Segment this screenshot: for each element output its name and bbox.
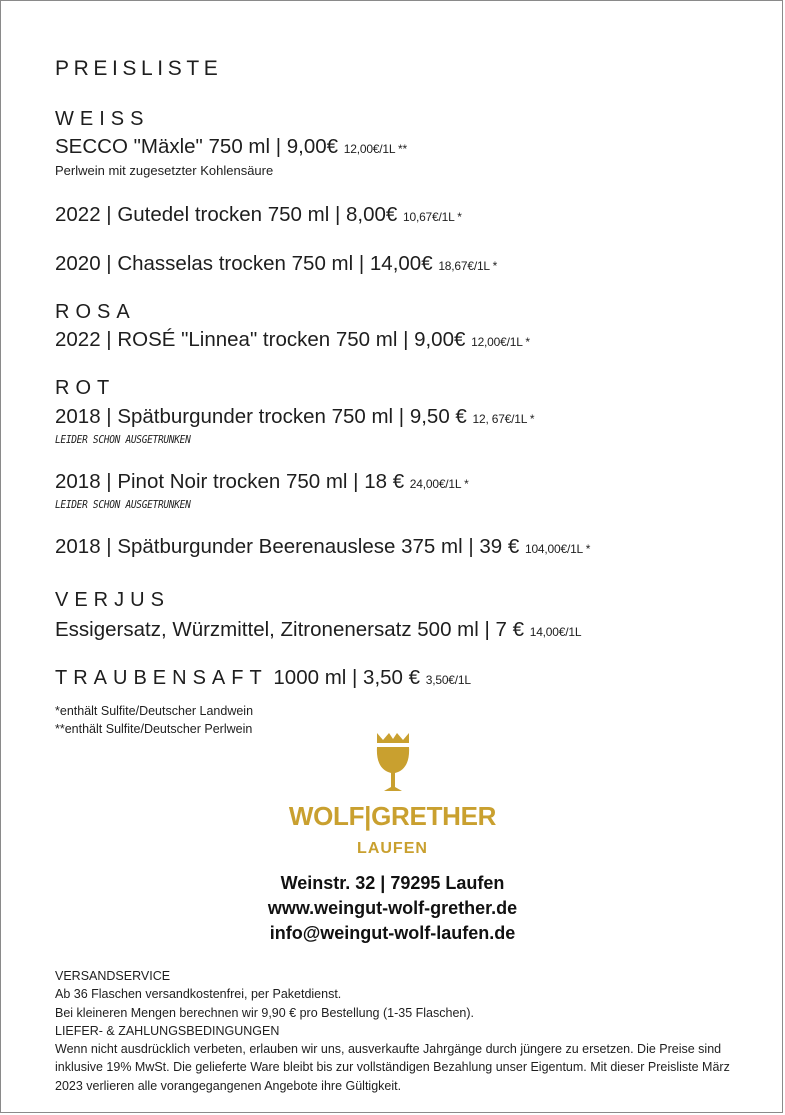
entry-main: SECCO "Mäxle" 750 ml | 9,00€ — [55, 135, 339, 158]
price-entry — [55, 134, 407, 162]
terms-line: Bei kleineren Mengen berechnen wir 9,90 € pro Bestellung (1-35 Flaschen). — [55, 1005, 474, 1020]
entry-main: 2022 | ROSÉ "Linnea" trocken 750 ml | 9,00€ — [55, 328, 466, 351]
entry-unit-price: 18,67€/1L * — [438, 259, 498, 273]
website-link[interactable]: www.weingut-wolf-grether.de — [267, 898, 518, 918]
entry-unit-price: 3,50€/1L — [425, 673, 471, 687]
entry-unit-price: 12,00€/1L * — [471, 335, 530, 349]
email-link[interactable]: info@weingut-wolf-laufen.de — [269, 923, 516, 943]
wine-glass-crown-logo-icon — [1, 731, 784, 802]
entry-unit-price: 14,00€/1L — [529, 625, 582, 639]
footnote: *enthält Sulfite/Deutscher Landwein — [55, 704, 254, 718]
page-title: PREISLISTE — [55, 57, 223, 80]
entry-main: 2018 | Spätburgunder Beerenauslese 375 ml | 39 € — [55, 535, 520, 558]
price-entry — [55, 617, 581, 645]
price-entry — [55, 327, 530, 355]
section-heading-rosa: ROSA — [55, 301, 136, 323]
terms-block — [55, 967, 745, 1095]
entry-unit-price: 24,00€/1L * — [409, 477, 469, 491]
price-entry-traubensaft — [55, 665, 471, 693]
sold-out-note: LEIDER SCHON AUSGETRUNKEN — [55, 499, 191, 512]
entry-main: 2020 | Chasselas trocken 750 ml | 14,00€ — [55, 252, 433, 275]
entry-unit-price: 104,00€/1L * — [524, 542, 591, 556]
section-heading-weiss: WEISS — [55, 108, 150, 130]
brand-place: LAUFEN — [357, 840, 428, 857]
price-entry — [55, 534, 590, 562]
section-heading-verjus: VERJUS — [55, 589, 170, 611]
price-entry — [55, 251, 497, 279]
entry-main: 2018 | Pinot Noir trocken 750 ml | 18 € — [55, 470, 405, 493]
entry-main: 2018 | Spätburgunder trocken 750 ml | 9,50 € — [55, 405, 467, 428]
terms-line: Ab 36 Flaschen versandkostenfrei, per Paketdienst. — [55, 987, 342, 1002]
entry-main: 2022 | Gutedel trocken 750 ml | 8,00€ — [55, 203, 398, 226]
entry-unit-price: 10,67€/1L * — [403, 210, 462, 224]
entry-main: Essigersatz, Würzmittel, Zitronenersatz 500 ml | 7 € — [55, 618, 525, 641]
price-entry — [55, 202, 462, 230]
terms-heading-delivery: LIEFER- & ZAHLUNGSBEDINGUNGEN — [55, 1023, 280, 1038]
entry-main: 1000 ml | 3,50 € — [273, 666, 421, 689]
terms-paragraph: Wenn nicht ausdrücklich verbeten, erlauben wir uns, ausverkaufte Jahrgänge durch jüngere zu ersetzen. Die Preise sind inklusive 19% MwSt. Die gelieferte Ware bleibt bis zur vollständigen Bezahlung unser Eigentum. Mit dieser Preisliste März 2023 verlieren alle vorangegangenen Angebote ihre Gültigkeit. — [55, 1042, 730, 1093]
entry-note: Perlwein mit zugesetzter Kohlensäure — [55, 163, 274, 178]
entry-unit-price: 12, 67€/1L * — [472, 412, 535, 426]
terms-heading-shipping: VERSANDSERVICE — [55, 969, 171, 983]
entry-unit-price: 12,00€/1L ** — [343, 142, 407, 156]
sold-out-note: LEIDER SCHON AUSGETRUNKEN — [55, 434, 191, 447]
section-heading-traubensaft: TRAUBENSAFT — [55, 667, 268, 689]
address: Weinstr. 32 | 79295 Laufen — [280, 873, 505, 893]
section-heading-rot: ROT — [55, 377, 116, 399]
brand-name: WOLF|GRETHER — [288, 801, 497, 831]
price-entry — [55, 404, 534, 432]
price-entry — [55, 469, 469, 497]
footnote: **enthält Sulfite/Deutscher Perlwein — [55, 722, 253, 736]
